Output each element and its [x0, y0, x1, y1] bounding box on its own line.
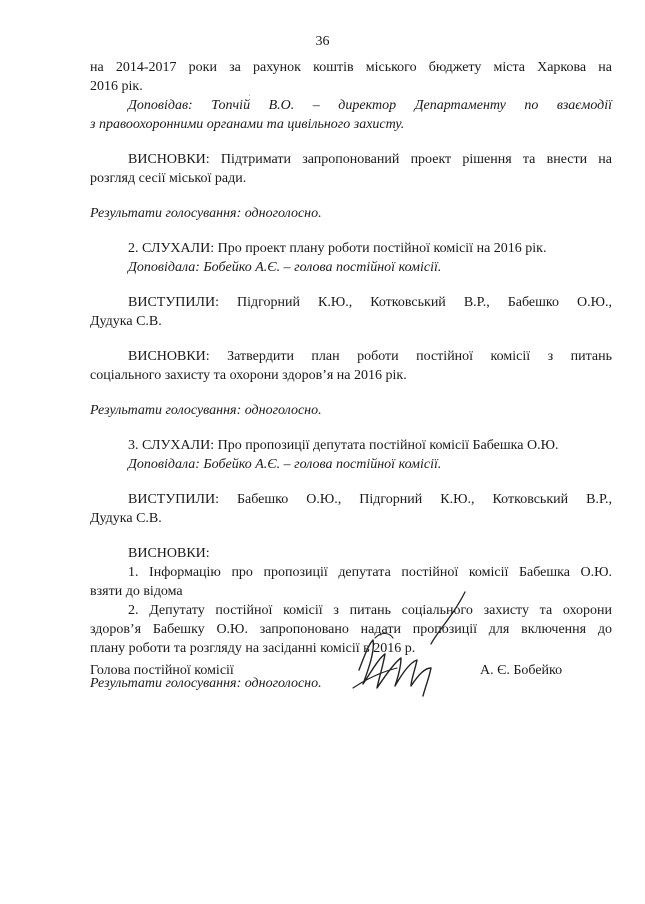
- item2-reporter: Доповідала: Бобейко А.Є. – голова постійної комісії.: [128, 260, 442, 275]
- item2-conclusions-line2: соціального захисту та охорони здоров’я на 2016 рік.: [90, 368, 407, 383]
- item2-heard: 2. СЛУХАЛИ: Про проект плану роботи постійної комісії на 2016 рік.: [128, 241, 547, 256]
- item3-reporter: Доповідала: Бобейко А.Є. – голова постійної комісії.: [128, 457, 442, 472]
- speaker-line1: Доповідав: Топчій В.О. – директор Департаменту по взаємодії: [128, 98, 612, 113]
- item3-point2-line3: плану роботи та розгляду на засіданні комісії в 2016 р.: [90, 641, 416, 656]
- handwritten-signature: [345, 588, 485, 708]
- item3-point2-line1: 2. Депутату постійної комісії з питань соціального захисту та охорони: [128, 603, 612, 618]
- vote-result-1: Результати голосування: одноголосно.: [90, 206, 322, 221]
- item3-point1-line1: 1. Інформацію про пропозиції депутата постійної комісії Бабешка О.Ю.: [128, 565, 612, 580]
- vote-result-3: Результати голосування: одноголосно.: [90, 676, 322, 691]
- item2-conclusions-line1: ВИСНОВКИ: Затвердити план роботи постійної комісії з питань: [128, 349, 612, 364]
- budget-text-line1: на 2014-2017 роки за рахунок коштів міського бюджету міста Харкова на: [90, 60, 612, 75]
- conclusions-1-line1: ВИСНОВКИ: Підтримати запропонований проект рішення та внести на: [128, 152, 612, 167]
- item3-heard: 3. СЛУХАЛИ: Про пропозиції депутата постійної комісії Бабешка О.Ю.: [128, 438, 559, 453]
- stray-mark: ˌ: [248, 86, 251, 96]
- signatory-name: А. Є. Бобейко: [480, 663, 563, 678]
- item2-speakers-line2: Дудука С.В.: [90, 314, 162, 329]
- speaker-line2: з правоохоронними органами та цивільного захисту.: [90, 117, 405, 132]
- item3-point2-line2: здоров’я Бабешку О.Ю. запропоновано надати пропозиції для включення до: [90, 622, 612, 637]
- item3-point1-line2: взяти до відома: [90, 584, 183, 599]
- signatory-role: Голова постійної комісії: [90, 663, 234, 678]
- page-number: 36: [315, 34, 330, 49]
- conclusions-1-line2: розгляд сесії міської ради.: [90, 171, 247, 186]
- budget-text-line2: 2016 рік.: [90, 79, 143, 94]
- item2-speakers-line1: ВИСТУПИЛИ: Підгорний К.Ю., Котковський В.Р., Бабешко О.Ю.,: [128, 295, 612, 310]
- vote-result-2: Результати голосування: одноголосно.: [90, 403, 322, 418]
- item3-conclusions-label: ВИСНОВКИ:: [128, 546, 210, 561]
- item3-speakers-line2: Дудука С.В.: [90, 511, 162, 526]
- item3-speakers-line1: ВИСТУПИЛИ: Бабешко О.Ю., Підгорний К.Ю., Котковський В.Р.,: [128, 492, 612, 507]
